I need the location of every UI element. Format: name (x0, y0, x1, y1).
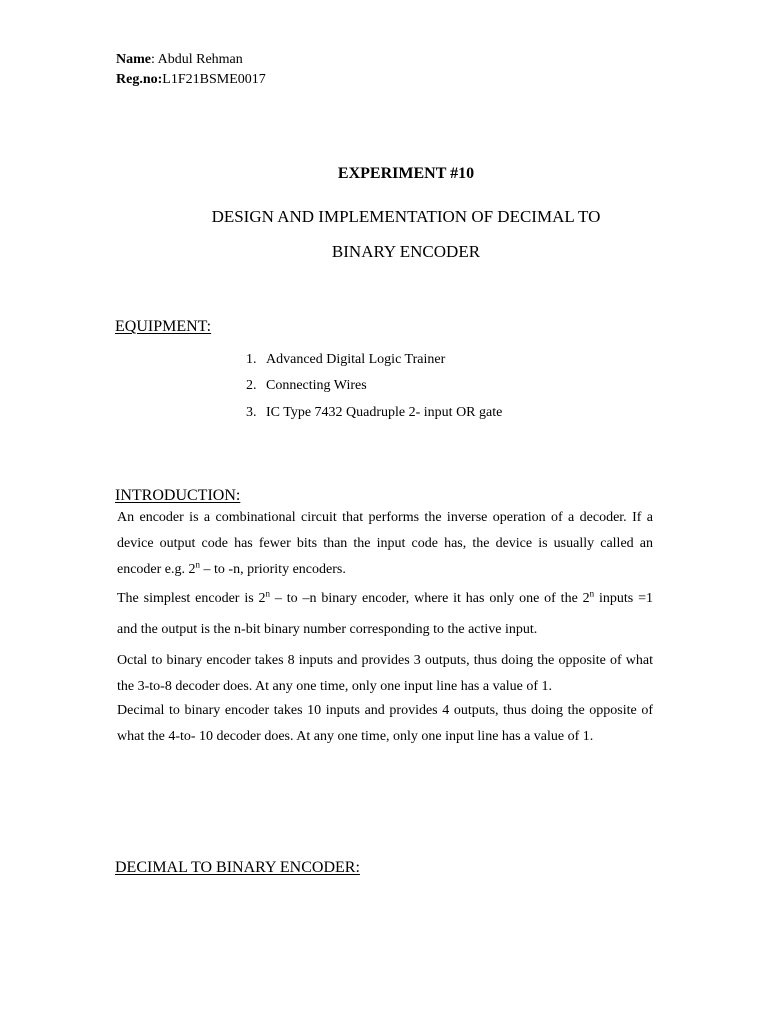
superscript: n (195, 559, 201, 570)
name-label: Name (116, 52, 151, 67)
experiment-title: EXPERIMENT #10 (337, 165, 475, 182)
equipment-item (246, 377, 367, 395)
intro-paragraph-line: and the output is the n-bit binary number corresponding to the active input. (117, 622, 538, 637)
intro-paragraph-line (117, 561, 346, 579)
equipment-item (246, 351, 445, 369)
reg-value: L1F21BSME0017 (162, 72, 266, 87)
reg-number-line (116, 70, 266, 90)
equipment-item-number: 2. (246, 378, 257, 393)
intro-paragraph-line: device output code has fewer bits than the input code has, the device is usually called an (117, 536, 653, 551)
intro-text-fragment: encoder e.g. 2 (117, 562, 196, 577)
intro-text-fragment: – to –n binary encoder, where it has only one of the 2 (270, 591, 590, 606)
experiment-subtitle-line1: DESIGN AND IMPLEMENTATION OF DECIMAL TO (211, 207, 601, 226)
equipment-item-text: IC Type 7432 Quadruple 2- input OR gate (266, 405, 503, 420)
reg-label: Reg.no: (116, 72, 163, 87)
intro-paragraph-line: Octal to binary encoder takes 8 inputs and provides 3 outputs, thus doing the opposite of what (117, 653, 653, 668)
superscript: n (589, 588, 595, 599)
decimal-to-binary-heading: DECIMAL TO BINARY ENCODER: (115, 859, 360, 876)
name-value: : Abdul Rehman (151, 52, 243, 67)
intro-paragraph-line (117, 590, 653, 608)
intro-text-fragment: The simplest encoder is 2 (117, 591, 266, 606)
intro-text-fragment: – to -n, priority encoders. (200, 562, 346, 577)
equipment-item-text: Advanced Digital Logic Trainer (266, 352, 446, 367)
equipment-item-number: 1. (246, 352, 257, 367)
equipment-item-text: Connecting Wires (266, 378, 367, 393)
equipment-heading: EQUIPMENT: (115, 318, 212, 335)
intro-paragraph-line: Decimal to binary encoder takes 10 inputs and provides 4 outputs, thus doing the opposite of (117, 703, 653, 718)
equipment-item (246, 404, 502, 422)
introduction-heading: INTRODUCTION: (115, 487, 241, 504)
superscript: n (265, 588, 271, 599)
student-name-line (116, 50, 243, 70)
intro-paragraph-line: what the 4-to- 10 decoder does. At any one time, only one input line has a value of 1. (117, 729, 594, 744)
experiment-subtitle-line2: BINARY ENCODER (331, 242, 481, 261)
intro-paragraph-line: An encoder is a combinational circuit that performs the inverse operation of a decoder. If a (117, 510, 653, 525)
equipment-item-number: 3. (246, 405, 257, 420)
intro-paragraph-line: the 3-to-8 decoder does. At any one time, only one input line has a value of 1. (117, 679, 553, 694)
intro-text-fragment: inputs =1 (594, 591, 654, 606)
